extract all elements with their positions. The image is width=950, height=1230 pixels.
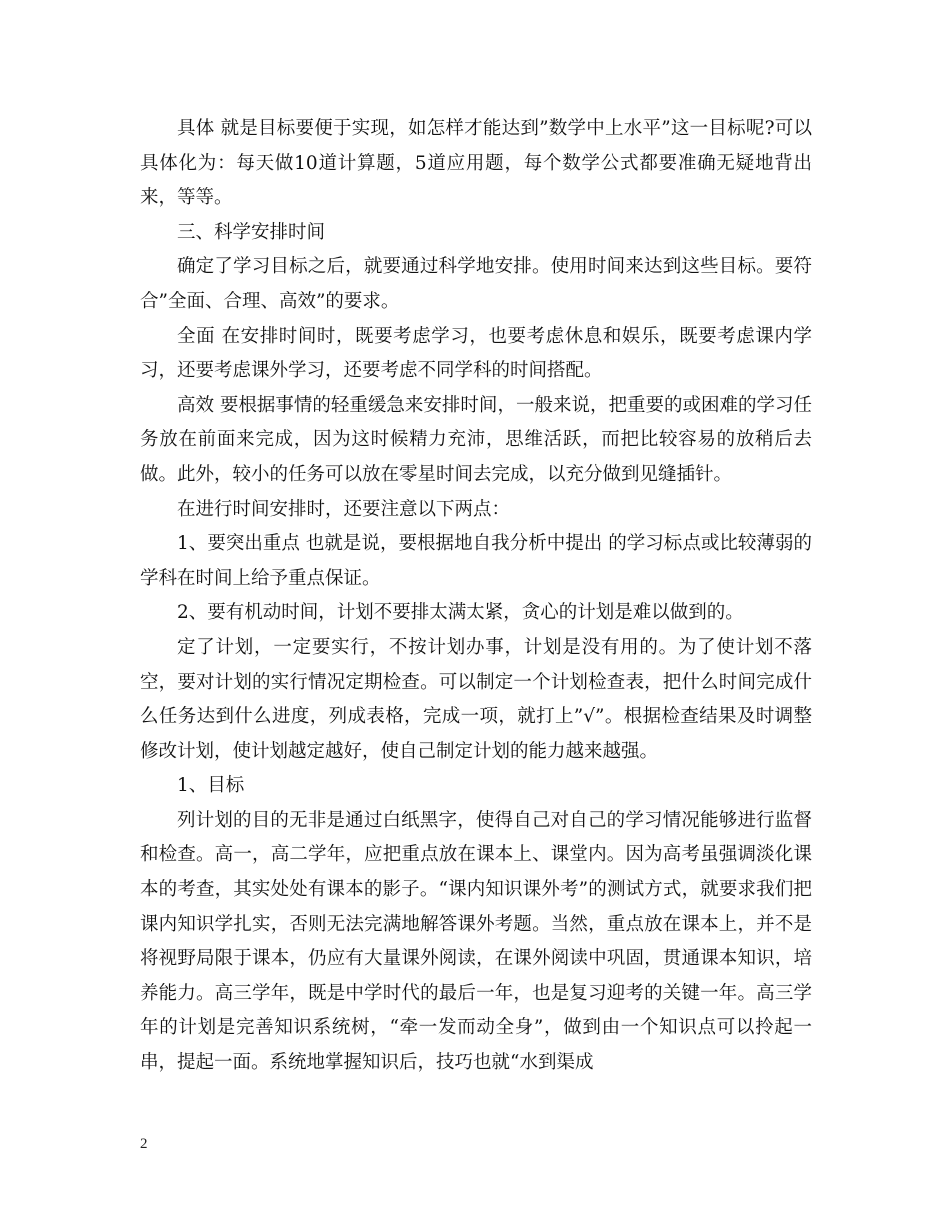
paragraph-efficient: 高效 要根据事情的轻重缓急来安排时间，一般来说，把重要的或困难的学习任务放在前面来完成，因为这时候精力充沛，思维活跃，而把比较容易的放稍后去做。此外，较小的任务可以放在零星时间去完成，以充分做到见缝插针。: [140, 394, 812, 485]
list-item-focus-priorities: 1、要突出重点 也就是说，要根据地自我分析中提出 的学习标点或比较薄弱的学科在时间上给予重点保证。: [140, 533, 812, 589]
section-heading-schedule-time: 三、科学安排时间: [177, 221, 326, 243]
paragraph-comprehensive: 全面 在安排时间时，既要考虑学习，也要考虑休息和娱乐，既要考虑课内学习，还要考虑课外学习，还要考虑不同学科的时间搭配。: [140, 325, 812, 382]
paragraph-after-goals: 确定了学习目标之后，就要通过科学地安排。使用时间来达到这些目标。要符合”全面、合理、高效”的要求。: [140, 256, 812, 312]
section-heading-goal: 1、目标: [177, 775, 245, 797]
paragraph-two-points: 在进行时间安排时，还要注意以下两点：: [177, 498, 511, 520]
document-body: [140, 112, 812, 1081]
paragraph-execute-plan: 定了计划，一定要实行，不按计划办事，计划是没有用的。为了使计划不落空，要对计划的实行情况定期检查。可以制定一个计划检查表，把什么时间完成什么任务达到什么进度，列成表格，完成一项，就打上”√”。根据检查结果及时调整修改计划，使计划越定越好，使自己制定计划的能力越来越强。: [140, 636, 812, 762]
paragraph-plan-purpose: 列计划的目的无非是通过白纸黑字，使得自己对自己的学习情况能够进行监督和检查。高一，高二学年，应把重点放在课本上、课堂内。因为高考虽强调淡化课本的考查，其实处处有课本的影子。“课内知识课外考”的测试方式，就要求我们把课内知识学扎实，否则无法完满地解答课外考题。当然，重点放在课本上，并不是将视野局限于课本，仍应有大量课外阅读，在课外阅读中巩固，贯通课本知识，培养能力。高三学年，既是中学时代的最后一年，也是复习迎考的关键一年。高三学年的计划是完善知识系统树，“牵一发而动全身”，做到由一个知识点可以拎起一串，提起一面。系统地掌握知识后，技巧也就“水到渠成: [140, 809, 812, 1074]
paragraph-specific-goal: 具体 就是目标要便于实现，如怎样才能达到”数学中上水平”这一目标呢?可以具体化为：每天做10道计算题，5道应用题，每个数学公式都要准确无疑地背出来，等等。: [140, 118, 812, 209]
page-number: 2: [140, 1136, 148, 1152]
list-item-flexible-time: 2、要有机动时间，计划不要排太满太紧，贪心的计划是难以做到的。: [177, 602, 744, 624]
